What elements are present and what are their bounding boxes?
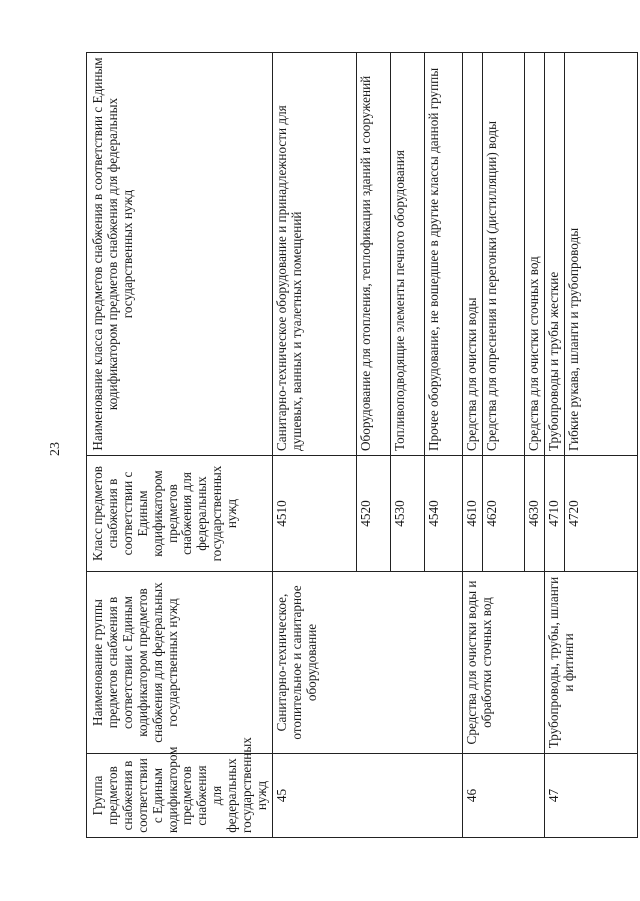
- class-code: 4710: [544, 456, 564, 572]
- class-name: Средства для очистки сточных вод: [524, 53, 544, 456]
- group-name: Средства для очистки воды и обработки сточных вод: [462, 572, 544, 754]
- group-name: Санитарно-техническое, отопительное и санитарное оборудование: [272, 572, 462, 754]
- class-name: Гибкие рукава, шланги и трубопроводы: [564, 53, 637, 456]
- class-code: 4720: [564, 456, 637, 572]
- header-class-name: Наименование класса предметов снабжения в соответствии с Единым кодификатором предметов снабжения для федеральных государственных нужд: [87, 53, 273, 456]
- class-code: 4520: [356, 456, 390, 572]
- document-page: [86, 53, 638, 838]
- table-row: [544, 53, 564, 838]
- class-name: Оборудование для отопления, теплофикации зданий и сооружений: [356, 53, 390, 456]
- class-name: Прочее оборудование, не вошедшее в другие классы данной группы: [424, 53, 462, 456]
- class-name: Средства для опреснения и перегонки (дистилляции) воды: [482, 53, 524, 456]
- class-name: Трубопроводы и трубы жесткие: [544, 53, 564, 456]
- table-row: [272, 53, 356, 838]
- header-group-code: Группа предметов снабжения в соответствии с Единым кодификатором предметов снабжения для федеральных государственных нужд: [87, 754, 273, 838]
- class-name: Санитарно-техническое оборудование и принадлежности для душевых, ванных и туалетных помещений: [272, 53, 356, 456]
- page-number: 23: [48, 442, 63, 456]
- table-row: [462, 53, 482, 838]
- class-name: Средства для очистки воды: [462, 53, 482, 456]
- class-code: 4540: [424, 456, 462, 572]
- class-code: 4510: [272, 456, 356, 572]
- class-code: 4530: [390, 456, 424, 572]
- class-code: 4630: [524, 456, 544, 572]
- group-code: 47: [544, 754, 637, 838]
- class-name: Топливоподводящие элементы печного оборудования: [390, 53, 424, 456]
- class-code: 4620: [482, 456, 524, 572]
- group-code: 45: [272, 754, 462, 838]
- supply-classes-table: [86, 52, 638, 838]
- class-code: 4610: [462, 456, 482, 572]
- group-name: Трубопроводы, трубы, шланги и фитинги: [544, 572, 637, 754]
- table-header-row: [87, 53, 273, 838]
- group-code: 46: [462, 754, 544, 838]
- header-class-code: Класс предметов снабжения в соответствии с Единым кодификатором предметов снабжения для федеральных государственных нужд: [87, 456, 273, 572]
- header-group-name: Наименование группы предметов снабжения в соответствии с Единым кодификатором предметов снабжения для федеральных государственных нужд: [87, 572, 273, 754]
